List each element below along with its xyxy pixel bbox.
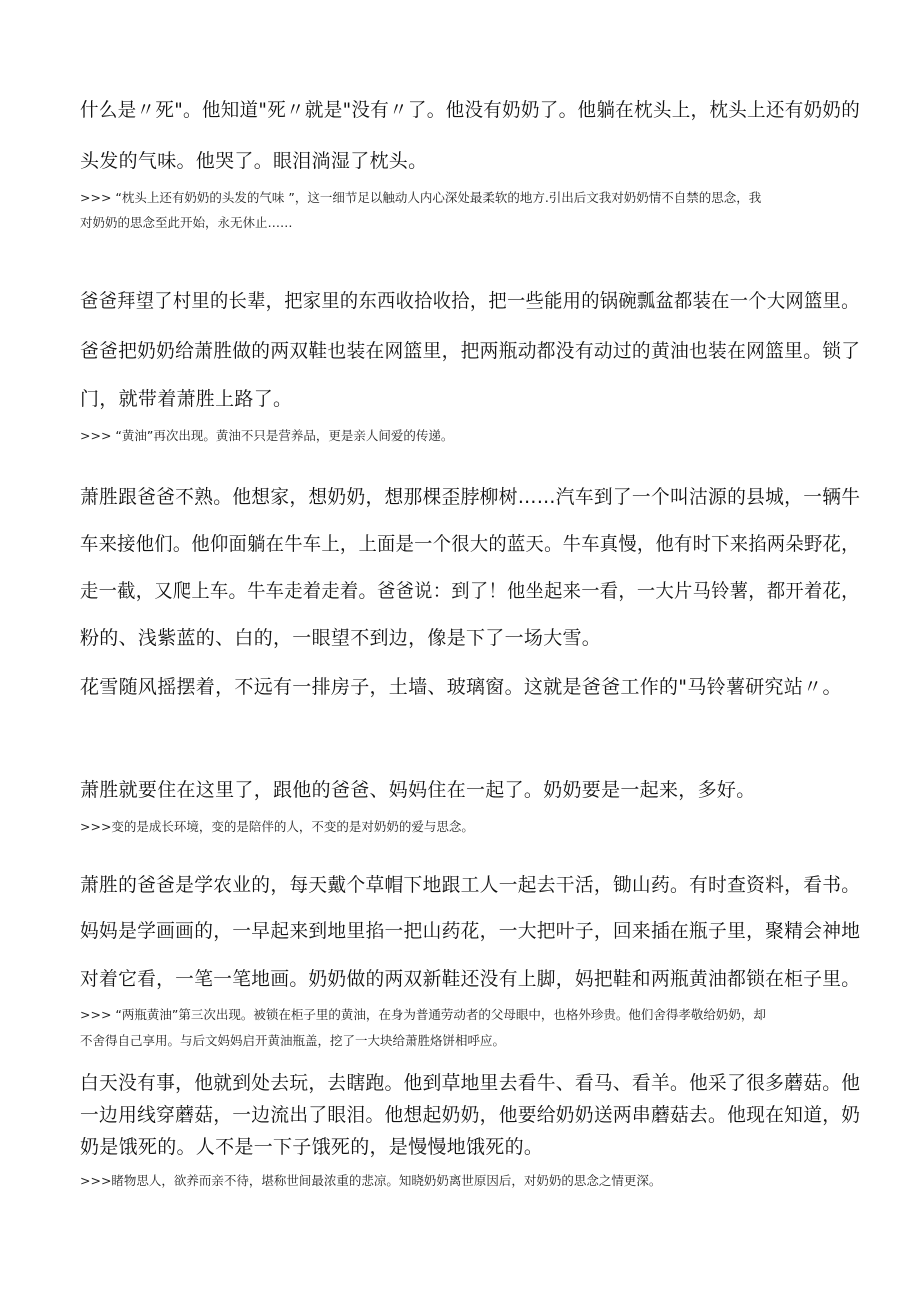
body-line: 爸爸拜望了村里的长辈，把家里的东西收拾收拾，把一些能用的锅碗瓢盆都装在一个大网篮里。: [80, 290, 860, 312]
annotation-line: >>>变的是成长环境，变的是陪伴的人，不变的是对奶奶的爱与思念。: [80, 819, 474, 834]
body-line: 妈妈是学画画的，一早起来到地里掐一把山药花，一大把叶子，回来插在瓶子里，聚精会神地: [80, 920, 861, 942]
body-line: 萧胜的爸爸是学农业的，每天戴个草帽下地跟工人一起去干活，锄山药。有时查资料，看书。: [80, 874, 861, 896]
body-line: 走一截，又爬上车。牛车走着走着。爸爸说：到了！他坐起来一看，一大片马铃薯，都开着花，: [80, 580, 860, 602]
body-line: 花雪随风摇摆着，不远有一排房子，土墙、玻璃窗。这就是爸爸工作的"马铃薯研究站〃。: [80, 676, 842, 698]
body-line: 爸爸把奶奶给萧胜做的两双鞋也装在网篮里，把两瓶动都没有动过的黄油也装在网篮里。锁了: [80, 340, 861, 362]
body-line: 对着它看，一笔一笔地画。奶奶做的两双新鞋还没有上脚，妈把鞋和两瓶黄油都锁在柜子里。: [80, 968, 861, 990]
body-line: 奶是饿死的。人不是一下子饿死的，是慢慢地饿死的。: [80, 1136, 544, 1158]
body-line: 头发的气味。他哭了。眼泪淌湿了枕头。: [80, 150, 428, 172]
body-line: 萧胜就要住在这里了，跟他的爸爸、妈妈住在一起了。奶奶要是一起来，多好。: [80, 779, 756, 801]
body-line: 一边用线穿蘑菇，一边流出了眼泪。他想起奶奶，他要给奶奶送两串蘑菇去。他现在知道，奶: [80, 1104, 861, 1126]
annotation-line: 不舍得自己享用。与后文妈妈启开黄油瓶盖，挖了一大块给萧胜烙饼相呼应。: [80, 1033, 506, 1048]
annotation-line: >>> “黄油”再次出现。黄油不只是营养品，更是亲人间爱的传递。: [80, 428, 454, 443]
body-line: 萧胜跟爸爸不熟。他想家，想奶奶，想那棵歪脖柳树……汽车到了一个叫沽源的县城，一辆牛: [80, 486, 861, 508]
body-line: 什么是〃死"。他知道"死〃就是"没有〃了。他没有奶奶了。他躺在枕头上，枕头上还有奶奶的: [80, 99, 861, 121]
annotation-line: >>> “两瓶黄油”第三次出现。被锁在柜子里的黄油，在身为普通劳动者的父母眼中，也格外珍贵。他们舍得孝敬给奶奶，却: [80, 1007, 766, 1022]
body-line: 车来接他们。他仰面躺在牛车上，上面是一个很大的蓝天。牛车真慢，他有时下来掐两朵野花，: [80, 533, 860, 555]
body-line: 白天没有事，他就到处去玩，去瞎跑。他到草地里去看牛、看马、看羊。他采了很多蘑菇。他: [80, 1072, 861, 1094]
body-line: 粉的、浅紫蓝的、白的，一眼望不到边，像是下了一场大雪。: [80, 627, 602, 649]
annotation-line: 对奶奶的思念至此开始，永无休止……: [80, 215, 293, 230]
body-line: 门，就带着萧胜上路了。: [80, 388, 293, 410]
annotation-line: >>>睹物思人，欲养而亲不待，堪称世间最浓重的悲凉。知晓奶奶离世原因后，对奶奶的思念之情更深。: [80, 1173, 662, 1188]
annotation-line: >>> “枕头上还有奶奶的头发的气味 ”，这一细节足以触动人内心深处最柔软的地方.引出后文我对奶奶情不自禁的思念，我: [80, 190, 762, 205]
